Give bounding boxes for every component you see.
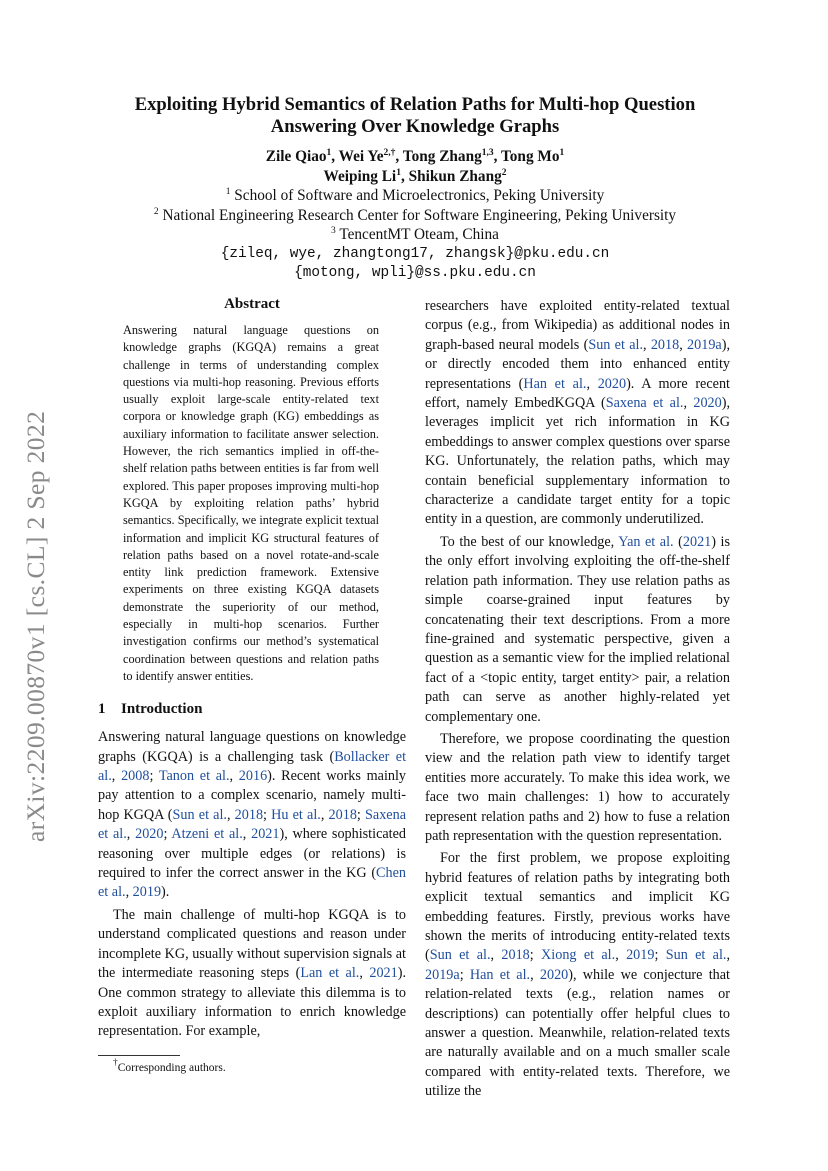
citation-link[interactable]: Sun et al. [172, 806, 227, 823]
text-run: , [490, 947, 502, 964]
text-run: ; [149, 768, 159, 785]
body-paragraph-3 [425, 730, 730, 846]
text-run: , [125, 884, 133, 901]
email-line: {zileq, wye, zhangtong17, zhangsk}@pku.edu.cn [220, 245, 610, 262]
citation-link[interactable]: 2019 [626, 947, 655, 964]
citation-link[interactable]: Saxena et al. [98, 806, 406, 843]
text-run: , [111, 768, 122, 785]
footnote-text: Corresponding authors. [117, 1062, 226, 1074]
author-separator: , [493, 148, 501, 165]
text-run: , [126, 826, 136, 843]
author-separator: , [395, 148, 403, 165]
right-column [425, 297, 730, 1102]
text-run: , [359, 965, 370, 982]
citation-link[interactable]: Lan et al. [300, 965, 360, 982]
affiliation-mark: 1 [225, 187, 231, 197]
title-line-1: Exploiting Hybrid Semantics of Relation Paths for Multi-hop Question [134, 94, 696, 115]
author-name: Shikun Zhang [408, 167, 502, 185]
citation-link[interactable]: Xiong et al. [541, 947, 616, 964]
text-run: ). [161, 884, 170, 901]
section-title: Introduction [121, 701, 203, 718]
citation-link[interactable]: Sun et al. [665, 947, 727, 964]
citation-link[interactable]: 2019a [425, 966, 460, 983]
author-mark: 1 [396, 167, 401, 178]
author-name: Zile Qiao [265, 148, 327, 165]
section-heading-introduction [98, 699, 406, 719]
citation-link[interactable]: 2018 [234, 806, 264, 823]
citation-link[interactable]: 2020 [135, 826, 164, 843]
text-run: ; [654, 947, 666, 964]
citation-link[interactable]: 2018 [328, 806, 357, 823]
citation-link[interactable]: Yan et al. [618, 533, 674, 550]
abstract-heading: Abstract [224, 296, 280, 312]
citation-link[interactable]: 2020 [597, 375, 627, 392]
abstract-text: Answering natural language questions on knowledge graphs (KGQA) remains a great challenge in terms of understanding complex questions via multi-hop reasoning. Previous efforts usually exploit large-scale entity-related text corpora or knowledge graph (KG) embeddings as auxiliary information to facilitate answer selection. However, the rich semantics implied in off-the-shelf relation paths between entities is far from well explored. This paper proposes improving multi-hop KGQA by exploiting relation paths’ hybrid semantics. Specifically, we integrate explicit textual information and implicit KG structural features of relation paths based on a novel rotate-and-scale entity link prediction framework. Extensive experiments on three existing KGQA datasets demonstrate the superiority of our method, especially in multi-hop scenarios. Further investigation confirms our method’s systematical coordination between questions and relation paths to identify answer entities. [123, 323, 379, 683]
text-run: Answering natural language questions on knowledge graphs (KGQA) is a challenging task ( [98, 729, 406, 765]
citation-link[interactable]: 2021 [251, 826, 280, 843]
author-mark: 1 [326, 148, 332, 158]
affiliation-list [95, 186, 735, 245]
author-name: Tong Mo [500, 148, 560, 165]
citation-link[interactable]: Chen et al. [98, 865, 406, 901]
text-run: , [679, 336, 688, 353]
citation-link[interactable]: 2008 [121, 768, 150, 785]
text-run: ) is the only effort involving exploiting the off-the-shelf relation path information. They use relation paths as simple coarse-grained input features by concatenating their text descriptions. From a more fine-grained and systematic perspective, given a question as a semantic view for the implied relational fact of a <topic entity, target entity> pair, a relation path can serve as another highly-related yet complementary one. [425, 533, 730, 725]
citation-link[interactable]: 2018 [650, 336, 680, 353]
citation-link[interactable]: Sun et al. [588, 336, 643, 353]
text-run: , [643, 336, 651, 353]
text-run: To the best of our knowledge, [440, 533, 619, 550]
citation-link[interactable]: Tanon et al. [158, 768, 230, 785]
author-name: Tong Zhang [402, 148, 482, 165]
citation-link[interactable]: Sun et al. [429, 947, 491, 964]
text-run: , [683, 395, 694, 412]
citation-link[interactable]: 2021 [369, 965, 398, 982]
text-run: ; [356, 806, 366, 823]
citation-link[interactable]: Bollacker et al. [98, 748, 407, 785]
affiliation-text: TencentMT Oteam, China [339, 226, 499, 243]
citation-link[interactable]: Han et al. [523, 375, 587, 392]
text-run: , [320, 806, 329, 823]
affiliation [95, 186, 735, 206]
text-run: ), where sophisticated reasoning over multiple edges (or relations) is required to infer the correct answer in the KG ( [98, 826, 406, 882]
author-name: Wei Ye [338, 148, 384, 165]
arxiv-identifier: arXiv:2209.00870v1 [cs.CL] 2 Sep 2022 [21, 410, 50, 842]
citation-link[interactable]: 2021 [682, 533, 712, 550]
text-run: ), or directly encoded them into enhanced entity representations ( [425, 336, 730, 392]
affiliation-text: School of Software and Microelectronics, Peking University [234, 187, 605, 204]
intro-paragraph-2 [98, 906, 406, 1042]
text-run: ; [263, 806, 272, 823]
text-run: ), while we conjecture that relation-related texts (e.g., relation names or descriptions) can potentially offer helpful clues to answer a question. Meanwhile, relation-related texts are naturally available and on a much smaller scale compared with entity-related texts. Therefore, we utilize the [425, 966, 730, 1100]
text-run: For the first problem, we propose exploiting hybrid features of relation paths by integrating both explicit textual semantics and implicit KG embedding features. Firstly, previous works have shown the merits of introducing entity-related texts ( [425, 850, 730, 964]
affiliation-mark: 2 [153, 206, 159, 217]
citation-link[interactable]: Atzeni et al. [171, 826, 243, 843]
citation-link[interactable]: 2020 [693, 395, 722, 412]
citation-link[interactable]: 2016 [238, 768, 268, 785]
citation-link[interactable]: 2018 [501, 947, 530, 964]
text-run: ; [529, 947, 542, 964]
text-run: , [726, 947, 731, 964]
author-separator: , [400, 167, 409, 185]
affiliation [95, 206, 735, 226]
footnote [113, 1058, 226, 1075]
citation-link[interactable]: Saxena et al. [605, 395, 684, 412]
citation-link[interactable]: Han et al. [469, 966, 531, 983]
affiliation-text: National Engineering Research Center for Software Engineering, Peking University [162, 206, 677, 224]
paper-title [95, 94, 735, 138]
text-run: , [229, 768, 239, 785]
left-column [98, 294, 406, 1042]
email-list [95, 245, 735, 284]
intro-paragraph-1 [98, 728, 406, 903]
text-run: ; [163, 826, 172, 843]
text-run: , [615, 947, 627, 964]
author-separator: , [331, 148, 339, 165]
body-paragraph-4 [425, 849, 730, 1101]
body-paragraph-1 [425, 297, 730, 530]
text-run: The main challenge of multi-hop KGQA is to understand complicated questions and reason under incomplete KG, usually without supervision signals at the intermediate reasoning steps ( [98, 906, 406, 982]
email-line: {motong, wpli}@ss.pku.edu.cn [294, 265, 536, 281]
text-run: researchers have exploited entity-related textual corpus (e.g., from Wikipedia) as additional nodes in graph-based neural models ( [425, 298, 730, 353]
affiliation-mark: 3 [331, 226, 336, 236]
citation-link[interactable]: 2019a [687, 336, 722, 353]
body-paragraph-2 [425, 533, 730, 727]
text-run: , [226, 806, 235, 823]
author-mark: 1,3 [481, 148, 494, 158]
text-run: ). Recent works mainly pay attention to a complex scenario, namely multi-hop KGQA ( [98, 768, 407, 823]
citation-link[interactable]: 2019 [132, 884, 162, 901]
affiliation [95, 225, 735, 245]
author-mark: 2,† [383, 148, 396, 158]
citation-link[interactable]: 2020 [539, 966, 569, 983]
text-run: , [586, 375, 598, 392]
author-name: Weiping Li [323, 167, 397, 185]
author-list [95, 147, 735, 186]
text-run: ). One common strategy to alleviate this dilemma is to exploit auxiliary information to enrich knowledge representation. For example, [98, 965, 406, 1040]
section-number: 1 [98, 701, 106, 718]
text-run: , [530, 966, 540, 983]
author-line [95, 167, 735, 187]
citation-link[interactable]: Hu et al. [271, 806, 321, 823]
author-mark: 2 [501, 167, 507, 178]
text-run: ( [673, 533, 683, 550]
footnote-rule [98, 1055, 180, 1056]
paper-header [95, 94, 735, 284]
author-mark: 1 [559, 148, 565, 158]
author-line [95, 147, 735, 167]
text-run: ). A more recent effort, namely EmbedKGQA ( [425, 375, 730, 412]
text-run: Therefore, we propose coordinating the question view and the relation path view to identify target entities more accurately. To make this idea work, we face two main challenges: 1) how to accurately represent relation paths and 2) how to fuse a relation path representation with the question representation. [425, 730, 730, 844]
text-run: ), leverages implicit yet rich information in KG embeddings to answer complex questions over sparse KG. Unfortunately, the relation paths, which may contain beneficial supplementary information to characterize a candidate target entity for a topic entity in a question, are commonly underutilized. [425, 395, 730, 528]
footnote-mark: † [113, 1058, 118, 1068]
text-run: , [242, 826, 252, 843]
text-run: ; [459, 966, 470, 983]
title-line-2: Answering Over Knowledge Graphs [270, 116, 560, 137]
